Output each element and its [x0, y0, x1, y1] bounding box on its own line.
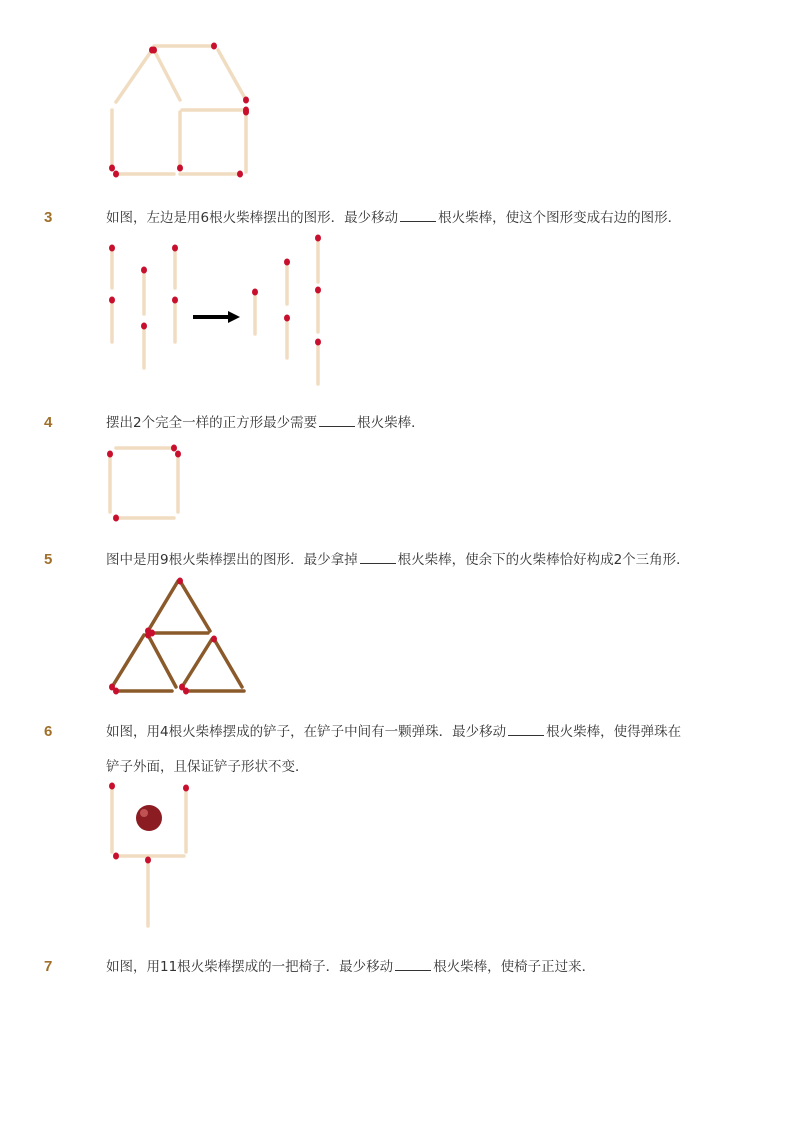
- matchstick: [109, 783, 115, 853]
- match-head: [175, 451, 181, 458]
- question-number: 3: [44, 209, 53, 226]
- question-number: 4: [44, 414, 53, 431]
- matchstick: [154, 43, 217, 50]
- marble-icon: [136, 805, 162, 831]
- answer-blank[interactable]: [319, 414, 355, 427]
- house-matchstick-figure: [100, 38, 260, 183]
- match-head: [171, 445, 177, 452]
- match-head: [141, 323, 147, 330]
- answer-blank[interactable]: [395, 958, 431, 971]
- matchstick: [284, 315, 290, 359]
- matchstick: [183, 785, 189, 853]
- match-head: [284, 315, 290, 322]
- matchstick: [211, 636, 242, 688]
- question-number: 6: [44, 723, 53, 740]
- match-head: [172, 245, 178, 252]
- matchstick: [243, 109, 249, 173]
- question-text-line2: 铲子外面，且保证铲子形状不变．: [106, 759, 309, 775]
- matchstick: [315, 235, 321, 283]
- matchstick: [175, 451, 181, 513]
- answer-blank[interactable]: [360, 551, 396, 564]
- question-text: 摆出2个完全一样的正方形最少需要 根火柴棒．: [106, 415, 425, 431]
- match-head: [145, 857, 151, 864]
- match-head: [237, 171, 243, 178]
- right-vertical-matches: [252, 235, 321, 385]
- match-head: [141, 267, 147, 274]
- matchstick: [315, 339, 321, 385]
- matchstick: [141, 267, 147, 315]
- matchstick: [109, 635, 144, 691]
- match-head: [109, 165, 115, 172]
- match-head: [107, 451, 113, 458]
- match-head: [177, 578, 183, 585]
- matchstick: [284, 259, 290, 305]
- matchstick: [145, 632, 176, 688]
- matchstick: [218, 50, 249, 104]
- match-head: [145, 632, 151, 639]
- house-matches: [109, 43, 249, 178]
- match-head: [284, 259, 290, 266]
- question-text: 图中是用9根火柴棒摆出的图形．最少拿掉 根火柴棒，使余下的火柴棒恰好构成2个三角形．: [106, 552, 690, 568]
- matchstick: [180, 171, 243, 178]
- match-head: [109, 297, 115, 304]
- matchstick: [252, 289, 258, 335]
- match-head: [252, 289, 258, 296]
- match-head: [113, 171, 119, 178]
- match-head: [172, 297, 178, 304]
- question-number: 7: [44, 958, 53, 975]
- matchstick: [145, 857, 151, 927]
- match-head: [211, 636, 217, 643]
- answer-blank[interactable]: [508, 723, 544, 736]
- matchstick: [177, 578, 210, 632]
- matchstick: [172, 245, 178, 289]
- matchstick: [109, 297, 115, 343]
- triangles-matchstick-figure: [100, 575, 260, 700]
- matchstick: [183, 688, 244, 695]
- shovel-matchstick-figure: [100, 780, 210, 930]
- question-text: 如图，用11根火柴棒摆成的一把椅子．最少移动 根火柴棒，使椅子正过来．: [106, 959, 596, 975]
- matchstick: [151, 47, 180, 101]
- matchstick: [107, 451, 113, 513]
- question-text: 如图，用4根火柴棒摆成的铲子，在铲子中间有一颗弹珠．最少移动 根火柴棒，使得弹珠在: [106, 724, 682, 740]
- matchstick: [113, 515, 174, 522]
- match-head: [109, 245, 115, 252]
- matchstick: [172, 297, 178, 343]
- match-head: [177, 165, 183, 172]
- match-head: [315, 287, 321, 294]
- square-matchstick-figure: [100, 440, 200, 530]
- matchstick: [179, 639, 212, 691]
- match-head: [183, 785, 189, 792]
- match-head: [113, 853, 119, 860]
- match-head: [211, 43, 217, 50]
- matchstick: [109, 245, 115, 289]
- match-head: [113, 688, 119, 695]
- question-number: 5: [44, 551, 53, 568]
- match-head: [113, 515, 119, 522]
- left-vertical-matches: [109, 245, 178, 369]
- matchstick: [113, 171, 174, 178]
- matchstick: [149, 630, 208, 637]
- question-text: 如图，左边是用6根火柴棒摆出的图形．最少移动 根火柴棒，使这个图形变成右边的图形．: [106, 210, 682, 226]
- match-head: [315, 235, 321, 242]
- match-head: [183, 688, 189, 695]
- matchstick: [141, 323, 147, 369]
- match-head: [243, 109, 249, 116]
- arrow-icon: [193, 311, 240, 323]
- matchstick: [113, 688, 172, 695]
- match-head: [243, 97, 249, 104]
- matchstick: [109, 110, 115, 172]
- matchstick: [182, 107, 249, 114]
- matchstick: [145, 581, 178, 635]
- matchstick: [116, 445, 177, 452]
- matchstick: [116, 47, 155, 103]
- match-head: [315, 339, 321, 346]
- answer-blank[interactable]: [400, 209, 436, 222]
- matchstick: [315, 287, 321, 333]
- match-head: [109, 783, 115, 790]
- matchstick: [177, 112, 183, 172]
- match-head: [151, 47, 157, 54]
- vertical-matches-figure: [100, 230, 340, 390]
